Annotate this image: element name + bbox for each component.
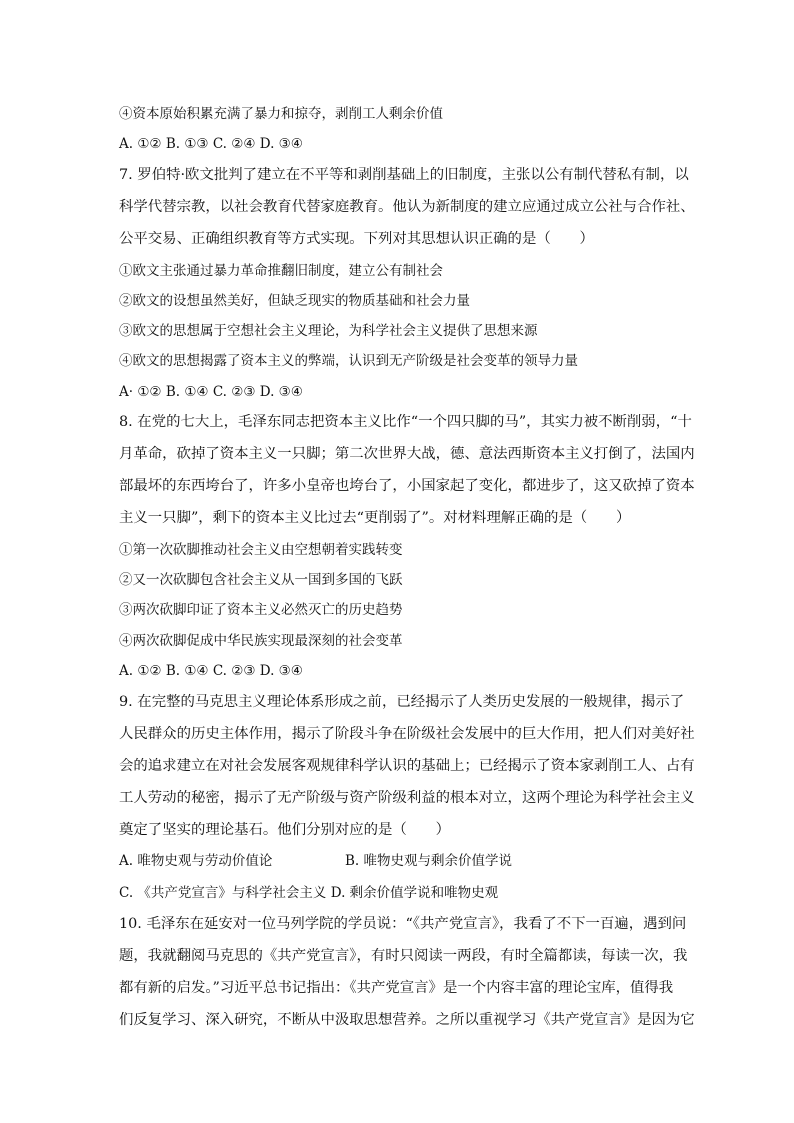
- q9-option-cd: C. 《共产党宣言》与科学社会主义 D. 剩余价值学说和唯物史观: [119, 885, 499, 901]
- q7-option-1: ①欧文主张通过暴力革命推翻旧制度，建立公有制社会: [119, 263, 443, 279]
- q8-option-4: ④两次砍脚促成中华民族实现最深刻的社会变革: [119, 633, 403, 649]
- q10-stem-line-3: 都有新的启发。”习近平总书记指出：《共产党宣言》是一个内容丰富的理论宝库，值得我: [119, 980, 674, 996]
- q8-option-2: ②又一次砍脚包含社会主义从一国到多国的飞跃: [119, 572, 403, 588]
- q8-stem-line-4: 主义一只脚”，剩下的资本主义比过去“更削弱了”。对材料理解正确的是（ ）: [119, 510, 631, 526]
- q9-option-a: A. 唯物史观与劳动价值论: [119, 853, 273, 869]
- q9-option-b: B. 唯物史观与剩余价值学说: [345, 853, 513, 869]
- q8-option-3: ③两次砍脚印证了资本主义必然灭亡的历史趋势: [119, 602, 403, 618]
- q8-option-1: ①第一次砍脚推动社会主义由空想朝着实践转变: [119, 542, 403, 558]
- q7-stem-line-2: 科学代替宗教，以社会教育代替家庭教育。他认为新制度的建立应通过成立公社与合作社、: [119, 199, 695, 215]
- q9-stem-line-2: 人民群众的历史主体作用，揭示了阶段斗争在阶级社会发展中的巨大作用，把人们对美好社: [119, 726, 695, 742]
- q7-option-2: ②欧文的设想虽然美好，但缺乏现实的物质基础和社会力量: [119, 293, 470, 309]
- q8-stem-line-3: 部最坏的东西垮台了，许多小皇帝也垮台了，小国家起了变化，都进步了，这又砍掉了资本: [119, 478, 695, 494]
- q6-answer-choices: A. ①② B. ①③ C. ②④ D. ③④: [119, 136, 303, 152]
- q9-stem-line-1: 9. 在完整的马克思主义理论体系形成之前，已经揭示了人类历史发展的一般规律，揭示了: [119, 694, 685, 710]
- q8-answer-choices: A. ①② B. ①④ C. ②③ D. ③④: [119, 663, 303, 679]
- q7-option-4: ④欧文的思想揭露了资本主义的弊端，认识到无产阶级是社会变革的领导力量: [119, 353, 578, 369]
- q10-stem-line-2: 题，我就翻阅马克思的《共产党宣言》，有时只阅读一两段，有时全篇都读，每读一次，我: [119, 948, 688, 964]
- q7-stem-line-1: 7. 罗伯特·欧文批判了建立在不平等和剥削基础上的旧制度，主张以公有制代替私有制，以: [119, 167, 689, 183]
- q9-stem-line-4: 工人劳动的秘密，揭示了无产阶级与资产阶级利益的根本对立，这两个理论为科学社会主义: [119, 790, 695, 806]
- q7-answer-choices: A· ①② B. ①④ C. ②③ D. ③④: [119, 384, 303, 400]
- q6-option-4: ④资本原始积累充满了暴力和掠夺，剥削工人剩余价值: [119, 106, 443, 122]
- q8-stem-line-1: 8. 在党的七大上，毛泽东同志把资本主义比作“一个四只脚的马”，其实力被不断削弱，“十: [119, 414, 692, 430]
- q7-stem-line-3: 公平交易、正确组织教育等方式实现。下列对其思想认识正确的是（ ）: [119, 231, 594, 247]
- q10-stem-line-4: 们反复学习、深入研究，不断从中汲取思想营养。之所以重视学习《共产党宣言》是因为它: [119, 1012, 695, 1028]
- q10-stem-line-1: 10. 毛泽东在延安对一位马列学院的学员说：“《共产党宣言》，我看了不下一百遍，遇到问: [119, 916, 687, 932]
- q8-stem-line-2: 月革命，砍掉了资本主义一只脚；第二次世界大战，德、意法西斯资本主义打倒了，法国内: [119, 446, 695, 462]
- q7-option-3: ③欧文的思想属于空想社会主义理论，为科学社会主义提供了思想来源: [119, 323, 538, 339]
- q9-stem-line-3: 会的追求建立在对社会发展客观规律科学认识的基础上；已经揭示了资本家剥削工人、占有: [119, 758, 695, 774]
- q9-stem-line-5: 奠定了坚实的理论基石。他们分别对应的是（ ）: [119, 822, 450, 838]
